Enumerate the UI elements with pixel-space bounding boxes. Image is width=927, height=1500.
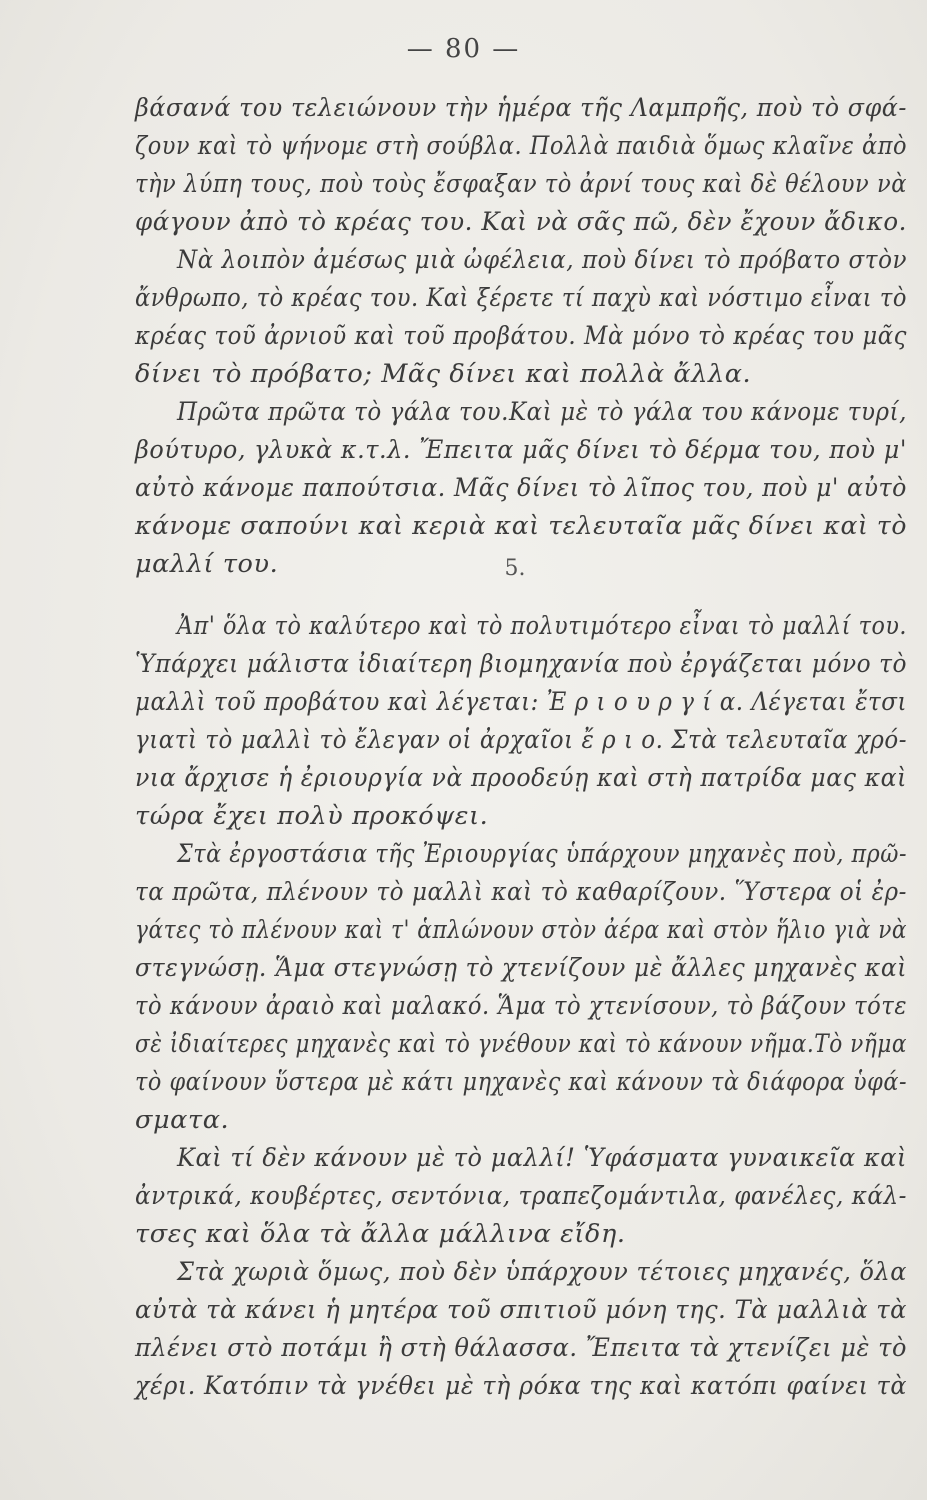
text-line: πλένει στὸ ποτάμι ἢ στὴ θάλασσα. Ἔπειτα τὰ χτενίζει μὲ τὸ xyxy=(135,1333,908,1363)
text-line: Ἀπ' ὅλα τὸ καλύτερο καὶ τὸ πολυτιμότερο εἶναι τὸ μαλλί του. xyxy=(177,611,908,641)
text-line: δίνει τὸ πρόβατο; Μᾶς δίνει καὶ πολλὰ ἄλλα. xyxy=(135,359,752,389)
text-line: σὲ ἰδιαίτερες μηχανὲς καὶ τὸ γνέθουν καὶ τὸ κάνουν νῆμα.Τὸ νῆμα xyxy=(135,1029,907,1059)
text-line: αὐτὸ κάνομε παπούτσια. Μᾶς δίνει τὸ λῖπος του, ποὺ μ' αὐτὸ xyxy=(135,473,907,503)
text-line: ζουν καὶ τὸ ψήνομε στὴ σούβλα. Πολλὰ παιδιὰ ὅμως κλαῖνε ἀπὸ xyxy=(135,131,908,161)
text-line: Στὰ χωριὰ ὅμως, ποὺ δὲν ὑπάρχουν τέτοιες μηχανές, ὅλα xyxy=(177,1257,907,1287)
text-line: γάτες τὸ πλένουν καὶ τ' ἁπλώνουν στὸν ἀέρα καὶ στὸν ἥλιο γιὰ νὰ xyxy=(135,915,908,945)
text-line: Ὑπάρχει μάλιστα ἰδιαίτερη βιομηχανία ποὺ ἐργάζεται μόνο τὸ xyxy=(135,649,908,679)
text-line: μαλλί του. xyxy=(135,549,279,579)
text-line: τὸ κάνουν ἀραιὸ καὶ μαλακό. Ἅμα τὸ χτενίσουν, τὸ βάζουν τότε xyxy=(135,991,908,1021)
text-line: κρέας τοῦ ἀρνιοῦ καὶ τοῦ προβάτου. Μὰ μόνο τὸ κρέας του μᾶς xyxy=(135,321,908,351)
text-line: βάσανά του τελειώνουν τὴν ἡμέρα τῆς Λαμπρῆς, ποὺ τὸ σφά- xyxy=(135,93,908,123)
text-line: ἀντρικά, κουβέρτες, σεντόνια, τραπεζομάντιλα, φανέλες, κάλ- xyxy=(135,1181,908,1211)
text-line: γιατὶ τὸ μαλλὶ τὸ ἔλεγαν οἱ ἀρχαῖοι ἔ ρ ι ο. Στὰ τελευταῖα χρό- xyxy=(135,725,908,755)
text-line: βούτυρο, γλυκὰ κ.τ.λ. Ἔπειτα μᾶς δίνει τὸ δέρμα του, ποὺ μ' xyxy=(135,435,908,465)
text-line: Πρῶτα πρῶτα τὸ γάλα του.Καὶ μὲ τὸ γάλα του κάνομε τυρί, xyxy=(177,397,907,427)
text-line: τὸ φαίνουν ὕστερα μὲ κάτι μηχανὲς καὶ κάνουν τὰ διάφορα ὑφά- xyxy=(135,1067,908,1097)
text-line: τα πρῶτα, πλένουν τὸ μαλλὶ καὶ τὸ καθαρίζουν. Ὕστερα οἱ ἐρ- xyxy=(135,877,907,907)
text-line: Στὰ ἐργοστάσια τῆς Ἐριουργίας ὑπάρχουν μηχανὲς ποὺ, πρῶ- xyxy=(177,839,907,869)
text-line: τὴν λύπη τους, ποὺ τοὺς ἔσφαξαν τὸ ἀρνί τους καὶ δὲ θέλουν νὰ xyxy=(135,169,907,199)
text-line: Καὶ τί δὲν κάνουν μὲ τὸ μαλλί! Ὑφάσματα γυναικεῖα καὶ xyxy=(177,1143,908,1173)
text-line: τσες καὶ ὅλα τὰ ἄλλα μάλλινα εἴδη. xyxy=(135,1219,626,1249)
text-line: χέρι. Κατόπιν τὰ γνέθει μὲ τὴ ρόκα της καὶ κατόπι φαίνει τὰ xyxy=(135,1371,908,1401)
text-line: αὐτὰ τὰ κάνει ἡ μητέρα τοῦ σπιτιοῦ μόνη της. Τὰ μαλλιὰ τὰ xyxy=(135,1295,908,1325)
text-line: κάνομε σαπούνι καὶ κεριὰ καὶ τελευταῖα μᾶς δίνει καὶ τὸ xyxy=(135,511,907,541)
text-line: ἄνθρωπο, τὸ κρέας του. Καὶ ξέρετε τί παχὺ καὶ νόστιμο εἶναι τὸ xyxy=(135,283,907,313)
text-line: νια ἄρχισε ἡ ἐριουργία νὰ προοδεύῃ καὶ στὴ πατρίδα μας καὶ xyxy=(135,763,908,793)
page-number: — 80 — xyxy=(406,34,521,64)
section-number: 5. xyxy=(504,556,526,581)
text-line: Νὰ λοιπὸν ἀμέσως μιὰ ὠφέλεια, ποὺ δίνει τὸ πρόβατο στὸν xyxy=(177,245,908,275)
text-line: τώρα ἔχει πολὺ προκόψει. xyxy=(135,801,489,831)
text-line: σματα. xyxy=(135,1105,230,1135)
text-line: φάγουν ἀπὸ τὸ κρέας του. Καὶ νὰ σᾶς πῶ, δὲν ἔχουν ἄδικο. xyxy=(135,207,908,237)
text-line: στεγνώσῃ. Ἅμα στεγνώσῃ τὸ χτενίζουν μὲ ἄλλες μηχανὲς καὶ xyxy=(135,953,908,983)
text-line: μαλλὶ τοῦ προβάτου καὶ λέγεται: Ἐ ρ ι ο υ ρ γ ί α. Λέγεται ἔτσι xyxy=(135,687,908,717)
